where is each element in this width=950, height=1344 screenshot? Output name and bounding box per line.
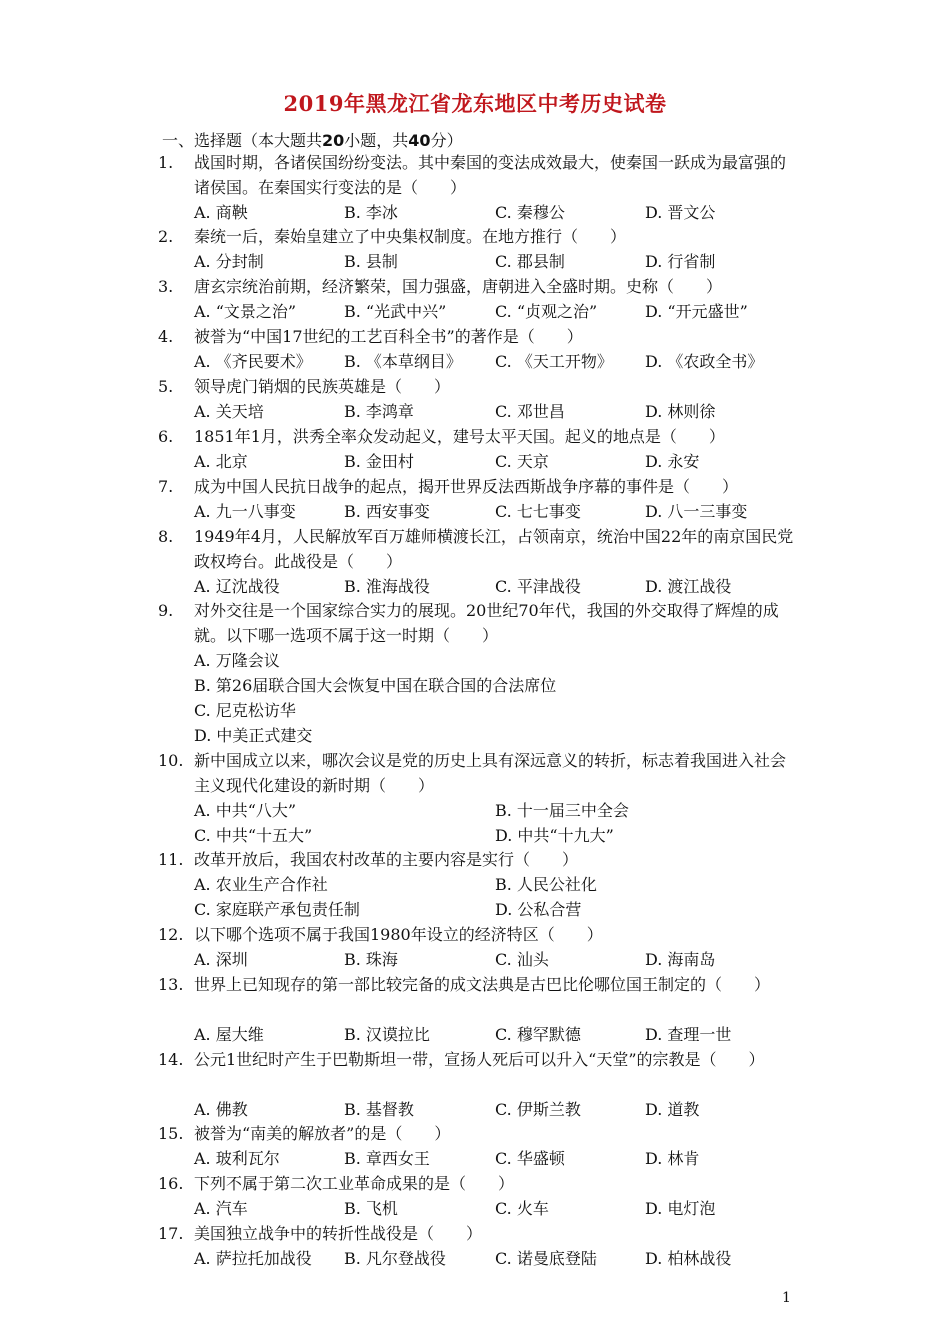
option-d[interactable]: D. 公私合营 [495,900,582,919]
option-c[interactable]: C. 火车 [495,1199,549,1218]
option-b[interactable]: B. 飞机 [344,1199,398,1218]
option-c[interactable]: C. 中共“十五大” [194,826,313,845]
option-d[interactable]: D. 林则徐 [645,402,716,421]
option-row [158,872,798,897]
option-row [158,399,798,424]
question-text: 战国时期，各诸侯国纷纷变法。其中秦国的变法成效最大，使秦国一跃成为最富强的诸侯国。在秦国实行变法的是（ ） [194,153,787,197]
option-row [158,299,798,324]
option-row [158,1196,798,1221]
question-4 [158,324,798,371]
option-c[interactable]: C. 家庭联产承包责任制 [194,900,360,919]
option-a[interactable]: A. 深圳 [194,950,248,969]
question-number: 8. [158,527,174,546]
question-5 [158,374,798,421]
option-d[interactable]: D. “开元盛世” [645,302,748,321]
option-c[interactable]: C. 天京 [495,452,549,471]
question-text: 以下哪个选项不属于我国1980年设立的经济特区（ ） [194,925,603,944]
option-c[interactable]: C. 七七事变 [495,502,581,521]
option-row [158,823,798,848]
option-c[interactable]: C. 汕头 [495,950,549,969]
option-row [158,1097,798,1122]
option-d[interactable]: D. 海南岛 [645,950,716,969]
option-b[interactable]: B. 章西女王 [344,1149,430,1168]
option-b[interactable]: B. 金田村 [344,452,414,471]
option-b[interactable]: B. 淮海战役 [344,577,430,596]
question-17 [158,1221,798,1268]
option-b[interactable]: B. 李冰 [344,203,398,222]
option-d[interactable]: D. 中美正式建交 [194,726,313,745]
section-count: 20 [322,131,345,150]
option-d[interactable]: D. 查理一世 [645,1025,732,1044]
question-text: 领导虎门销烟的民族英雄是（ ） [194,377,451,396]
question-number: 14. [158,1050,184,1069]
option-a[interactable]: A. 中共“八大” [194,801,297,820]
option-c[interactable]: C. 华盛顿 [495,1149,565,1168]
page-number: 1 [782,1290,791,1306]
option-c[interactable]: C. 尼克松访华 [194,701,296,720]
option-d[interactable]: D. 柏林战役 [645,1249,732,1268]
question-text: 1949年4月，人民解放军百万雄师横渡长江，占领南京，统治中国22年的南京国民党政权垮台。此战役是（ ） [194,527,794,571]
option-a[interactable]: A. 佛教 [194,1100,248,1119]
option-row [158,798,798,823]
option-a[interactable]: A. 万隆会议 [194,651,280,670]
option-row [158,1022,798,1047]
question-1 [158,150,798,222]
option-a[interactable]: A. “文景之治” [194,302,297,321]
question-text: 1851年1月，洪秀全率众发动起义，建号太平天国。起义的地点是（ ） [194,427,725,446]
option-b[interactable]: B. 李鸿章 [344,402,414,421]
option-d[interactable]: D. 电灯泡 [645,1199,716,1218]
question-number: 3. [158,277,174,296]
question-text: 新中国成立以来，哪次会议是党的历史上具有深远意义的转折，标志着我国进入社会主义现代化建设的新时期（ ） [194,751,787,795]
section-heading [162,128,463,151]
question-number: 2. [158,227,174,246]
option-d[interactable]: D. 渡江战役 [645,577,732,596]
option-d[interactable]: D. 道教 [645,1100,700,1119]
option-c[interactable]: C. 《天工开物》 [495,352,613,371]
question-11 [158,847,798,919]
question-text: 美国独立战争中的转折性战役是（ ） [194,1224,483,1243]
section-prefix: 一、选择题（本大题共 [162,131,323,150]
option-row [158,349,798,374]
question-3 [158,274,798,321]
option-b[interactable]: B. 珠海 [344,950,398,969]
option-b[interactable]: B. 基督教 [344,1100,414,1119]
question-number: 1. [158,153,174,172]
question-text: 公元1世纪时产生于巴勒斯坦一带，宣扬人死后可以升入“天堂”的宗教是（ ） [194,1050,765,1069]
option-a[interactable]: A. 关天培 [194,402,264,421]
question-number: 16. [158,1174,184,1193]
question-number: 15. [158,1124,184,1143]
question-text: 成为中国人民抗日战争的起点，揭开世界反法西斯战争序幕的事件是（ ） [194,477,739,496]
question-number: 13. [158,975,184,994]
question-number: 11. [158,850,184,869]
option-d[interactable]: D. 行省制 [645,252,716,271]
exam-title: 2019年黑龙江省龙东地区中考历史试卷 [283,91,667,116]
option-row [158,897,798,922]
question-16 [158,1171,798,1218]
option-row [158,1146,798,1171]
question-8 [158,524,798,596]
option-d[interactable]: D. 八一三事变 [645,502,748,521]
question-number: 17. [158,1224,184,1243]
question-text: 对外交往是一个国家综合实力的展现。20世纪70年代，我国的外交取得了辉煌的成就。以下哪一选项不属于这一时期（ ） [194,601,779,645]
question-10 [158,748,798,845]
option-d[interactable]: D. 林肯 [645,1149,700,1168]
question-12 [158,922,798,969]
question-text: 改革开放后，我国农村改革的主要内容是实行（ ） [194,850,579,869]
question-number: 7. [158,477,174,496]
section-suffix: 分） [430,131,463,150]
question-number: 9. [158,601,174,620]
option-b[interactable]: B. 第26届联合国大会恢复中国在联合国的合法席位 [194,676,557,695]
option-d[interactable]: D. 永安 [645,452,700,471]
option-a[interactable]: A. 北京 [194,452,248,471]
option-c[interactable]: C. 平津战役 [495,577,581,596]
option-b[interactable]: B. 凡尔登战役 [344,1249,446,1268]
option-row [158,200,798,225]
section-mid: 小题，共 [344,131,409,150]
question-text: 被誉为“中国17世纪的工艺百科全书”的著作是（ ） [194,327,583,346]
question-text: 下列不属于第二次工业革命成果的是（ ） [194,1174,515,1193]
option-a[interactable]: A. 分封制 [194,252,264,271]
option-row [158,449,798,474]
question-6 [158,424,798,471]
option-a[interactable]: A. 农业生产合作社 [194,875,328,894]
option-row [158,499,798,524]
question-text: 秦统一后，秦始皇建立了中央集权制度。在地方推行（ ） [194,227,627,246]
option-a[interactable]: A. 《齐民要术》 [194,352,312,371]
question-number: 6. [158,427,174,446]
option-d[interactable]: D. 《农政全书》 [645,352,764,371]
option-b[interactable]: B. 人民公社化 [495,875,597,894]
option-row [158,1246,798,1271]
option-a[interactable]: A. 汽车 [194,1199,248,1218]
option-b[interactable]: B. “光武中兴” [344,302,447,321]
option-c[interactable]: C. 诺曼底登陆 [495,1249,597,1268]
option-a[interactable]: A. 屋大维 [194,1025,264,1044]
option-b[interactable]: B. 汉谟拉比 [344,1025,430,1044]
question-7 [158,474,798,521]
option-c[interactable]: C. 穆罕默德 [495,1025,581,1044]
question-text: 唐玄宗统治前期，经济繁荣，国力强盛，唐朝进入全盛时期。史称（ ） [194,277,723,296]
question-13 [158,972,798,1044]
option-row [158,947,798,972]
option-c[interactable]: C. “贞观之治” [495,302,598,321]
option-c[interactable]: C. 邓世昌 [495,402,565,421]
section-score: 40 [408,131,431,150]
option-a[interactable]: A. 萨拉托加战役 [194,1249,312,1268]
option-b[interactable]: B. 十一届三中全会 [495,801,629,820]
option-a[interactable]: A. 辽沈战役 [194,577,280,596]
question-9 [158,598,798,745]
option-a[interactable]: A. 九一八事变 [194,502,296,521]
option-c[interactable]: C. 郡县制 [495,252,565,271]
option-b[interactable]: B. 县制 [344,252,398,271]
option-row [158,249,798,274]
option-d[interactable]: D. 中共“十九大” [495,826,614,845]
option-c[interactable]: C. 秦穆公 [495,203,565,222]
option-a[interactable]: A. 玻利瓦尔 [194,1149,280,1168]
question-15 [158,1121,798,1168]
question-number: 12. [158,925,184,944]
option-b[interactable]: B. 《本草纲目》 [344,352,462,371]
question-2 [158,224,798,271]
option-row [158,574,798,599]
question-number: 10. [158,751,184,770]
question-number: 4. [158,327,174,346]
question-text: 世界上已知现存的第一部比较完备的成文法典是古巴比伦哪位国王制定的（ ） [194,975,771,994]
option-d[interactable]: D. 晋文公 [645,203,716,222]
option-a[interactable]: A. 商鞅 [194,203,248,222]
question-14 [158,1047,798,1119]
option-c[interactable]: C. 伊斯兰教 [495,1100,581,1119]
option-b[interactable]: B. 西安事变 [344,502,430,521]
question-number: 5. [158,377,174,396]
question-text: 被誉为“南美的解放者”的是（ ） [194,1124,451,1143]
